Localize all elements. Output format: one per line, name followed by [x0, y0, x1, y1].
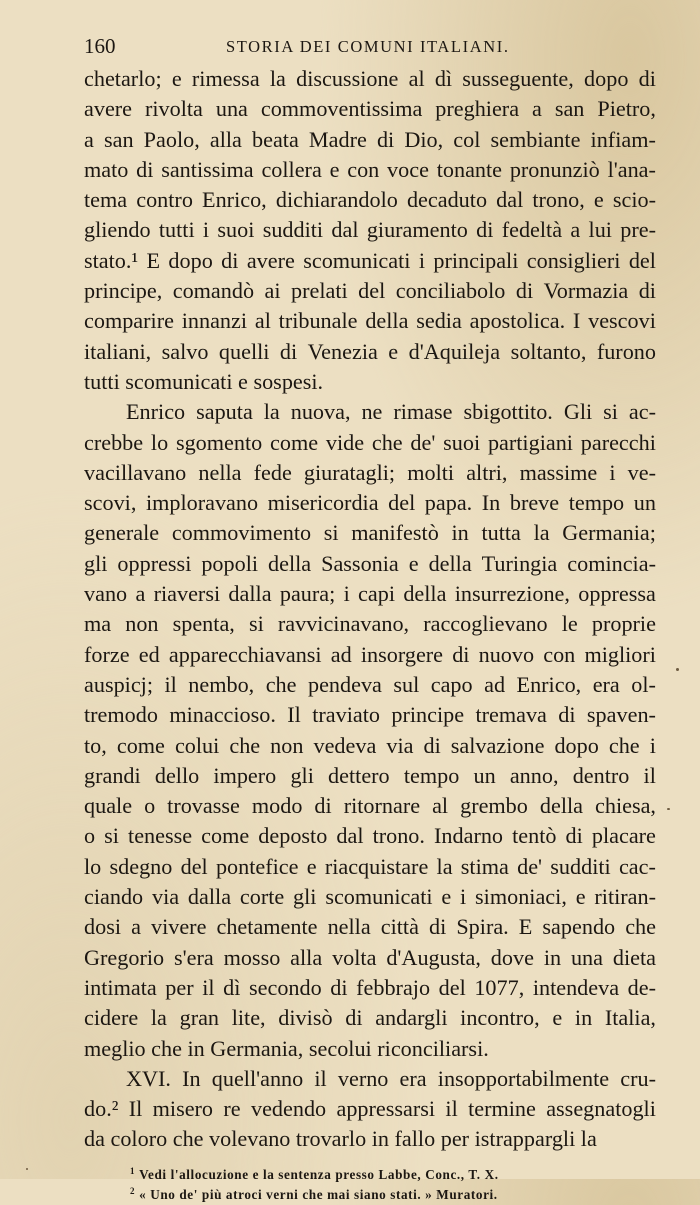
text-line: tema contro Enrico, dichiarandolo decaduto dal trono, e scio- [84, 187, 656, 213]
page-number: 160 [84, 34, 116, 58]
footnote [84, 1185, 656, 1205]
text-line: principe, comandò ai prelati del conciliabolo di Vormazia di [84, 278, 656, 304]
text-line: gli oppressi popoli della Sassonia e della Turingia comincia- [84, 550, 656, 576]
footnotes [84, 1165, 656, 1205]
text-line: o si tenesse come deposto dal trono. Indarno tentò di placare [84, 823, 656, 849]
text-line: lo sdegno del pontefice e riacquistare la stima de' sudditi cac- [84, 853, 656, 879]
text-line: ciando via dalla corte gli scomunicati e i simoniaci, e ritiran- [84, 884, 656, 910]
text-line: XVI. In quell'anno il verno era insopportabilmente cru- [126, 1065, 656, 1091]
text-line: meglio che in Germania, secolui riconciliarsi. [84, 1035, 489, 1061]
text-line: da coloro che volevano trovarlo in fallo per istrappargli la [84, 1126, 597, 1152]
text-line: gliendo tutti i suoi sudditi dal giuramento di fedeltà a lui pre- [84, 217, 656, 243]
paragraph [84, 1064, 656, 1155]
footnote-mark: 1 [130, 1165, 136, 1176]
text-line: scovi, imploravano misericordia del papa. In breve tempo un [84, 490, 656, 516]
text-line: comparire innanzi al tribunale della sedia apostolica. I vescovi [84, 308, 656, 334]
paper-speck [676, 668, 679, 671]
text-line: stato.¹ E dopo di avere scomunicati i principali consiglieri del [84, 247, 656, 273]
text-line: auspicj; il nembo, che pendeva sul capo ad Enrico, era ol- [84, 671, 656, 697]
running-title: STORIA DEI COMUNI ITALIANI. [226, 37, 510, 56]
footnote [84, 1165, 656, 1185]
text-line: to, come colui che non vedeva via di salvazione dopo che i [84, 732, 656, 758]
footnote-text: Vedi l'allocuzione e la sentenza presso Labbe, Conc., T. X. [139, 1166, 499, 1182]
text-line: tremodo minaccioso. Il traviato principe tremava di spaven- [84, 702, 656, 728]
text-line: intimata per il dì secondo di febbrajo del 1077, intendeva de- [84, 974, 656, 1000]
text-line: forze ed apparecchiavansi ad insorgere di nuovo con migliori [84, 641, 656, 667]
paragraph [84, 397, 656, 1064]
text-line: Enrico saputa la nuova, ne rimase sbigottito. Gli si ac- [126, 399, 656, 425]
footnote-mark: 2 [130, 1185, 136, 1196]
text-line: generale commovimento si manifestò in tutta la Germania; [84, 520, 656, 546]
text-line: Gregorio s'era mosso alla volta d'Augusta, dove in una dieta [84, 944, 656, 970]
body-text [84, 64, 656, 1155]
text-line: chetarlo; e rimessa la discussione al dì susseguente, dopo di [84, 66, 656, 91]
paper-speck [667, 808, 670, 810]
text-line: dosi a vivere chetamente nella città di Spira. E sapendo che [84, 914, 656, 940]
text-line: grandi dello impero gli dettero tempo un anno, dentro il [84, 762, 656, 788]
text-line: crebbe lo sgomento come vide che de' suoi partigiani parecchi [84, 429, 656, 455]
text-line: do.² Il misero re vedendo appressarsi il termine assegnatogli [84, 1096, 656, 1122]
paragraph [84, 64, 656, 397]
text-line: vacillavano nella fede giuratagli; molti altri, massime i ve- [84, 459, 656, 485]
text-line: mato di santissima collera e con voce tonante pronunziò l'ana- [84, 156, 656, 182]
footnote-text: « Uno de' più atroci verni che mai siano stati. » Muratori. [139, 1186, 498, 1202]
paper-speck [26, 1168, 28, 1170]
book-page [84, 34, 656, 1205]
text-line: cidere la gran lite, divisò di andargli incontro, e in Italia, [84, 1005, 656, 1031]
text-line: quale o trovasse modo di ritornare al grembo della chiesa, [84, 793, 656, 819]
page-header [84, 34, 656, 64]
text-line: italiani, salvo quelli di Venezia e d'Aquileja soltanto, furono [84, 338, 656, 364]
text-line: ma non spenta, si ravvicinavano, raccoglievano le proprie [84, 611, 656, 637]
text-line: vano a riaversi dalla paura; i capi della insurrezione, oppressa [84, 581, 656, 607]
text-line: a san Paolo, alla beata Madre di Dio, col sembiante infiam- [84, 126, 656, 152]
text-line: tutti scomunicati e sospesi. [84, 368, 324, 394]
text-line: avere rivolta una commoventissima preghiera a san Pietro, [84, 96, 656, 122]
